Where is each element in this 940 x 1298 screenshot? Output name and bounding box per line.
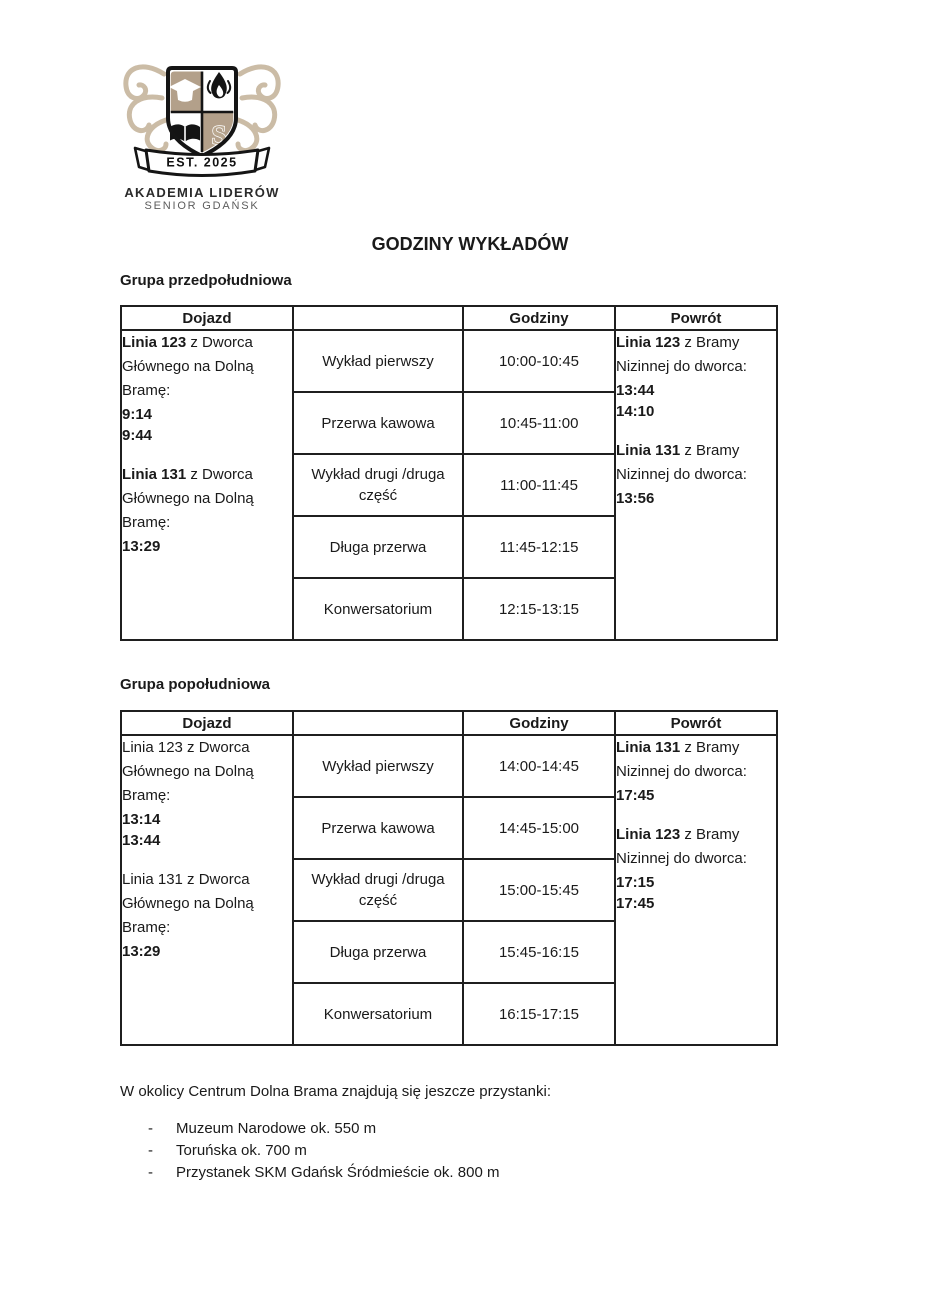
column-header-activity bbox=[293, 306, 463, 330]
column-header-powrot: Powrót bbox=[615, 306, 777, 330]
table-header-row bbox=[121, 711, 777, 735]
time-cell: 10:45-11:00 bbox=[463, 392, 615, 454]
shield-icon bbox=[166, 66, 238, 158]
list-item-text: Przystanek SKM Gdańsk Śródmieście ok. 800 m bbox=[176, 1163, 500, 1181]
table-row bbox=[121, 330, 777, 392]
list-item bbox=[148, 1117, 499, 1139]
bus-line-info: Linia 123 z Bramy Nizinnej do dworca: bbox=[616, 826, 747, 867]
table-row bbox=[121, 735, 777, 797]
list-item bbox=[148, 1161, 499, 1183]
time-cell: 11:45-12:15 bbox=[463, 516, 615, 578]
nearby-stops-list bbox=[148, 1117, 499, 1183]
bus-line-info: Linia 131 z Bramy Nizinnej do dworca: bbox=[616, 442, 747, 483]
activity-cell: Przerwa kawowa bbox=[293, 797, 463, 859]
bus-line-info: Linia 123 z Bramy Nizinnej do dworca: bbox=[616, 334, 747, 375]
flourish-left-icon bbox=[126, 67, 166, 151]
page-title: GODZINY WYKŁADÓW bbox=[371, 234, 569, 254]
powrot-cell bbox=[615, 735, 777, 1045]
list-item bbox=[148, 1139, 499, 1161]
departure-time: 9:14 bbox=[122, 406, 153, 423]
dojazd-cell bbox=[121, 330, 293, 640]
activity-cell: Przerwa kawowa bbox=[293, 392, 463, 454]
crest-logo-icon bbox=[112, 54, 292, 178]
return-time: 13:44 bbox=[616, 382, 655, 399]
spacer bbox=[122, 446, 292, 463]
morning-schedule-table bbox=[120, 305, 778, 641]
return-time: 17:45 bbox=[616, 895, 655, 912]
return-time: 17:45 bbox=[616, 787, 655, 804]
afternoon-schedule-table bbox=[120, 710, 778, 1046]
departure-time: 13:14 bbox=[122, 811, 161, 828]
dojazd-cell bbox=[121, 735, 293, 1045]
column-header-dojazd: Dojazd bbox=[121, 711, 293, 735]
time-cell: 11:00-11:45 bbox=[463, 454, 615, 516]
time-cell: 10:00-10:45 bbox=[463, 330, 615, 392]
bullet-marker: - bbox=[148, 1119, 153, 1137]
flourish-right-icon bbox=[238, 67, 278, 151]
column-header-powrot: Powrót bbox=[615, 711, 777, 735]
activity-cell: Długa przerwa bbox=[293, 921, 463, 983]
activity-cell: Wykład drugi /druga część bbox=[293, 859, 463, 921]
time-cell: 12:15-13:15 bbox=[463, 578, 615, 640]
activity-cell: Wykład pierwszy bbox=[293, 735, 463, 797]
activity-cell: Konwersatorium bbox=[293, 578, 463, 640]
spacer bbox=[122, 851, 292, 868]
est-banner-label: EST. 2025 bbox=[166, 155, 238, 170]
section-heading-afternoon-group: Grupa popołudniowa bbox=[120, 676, 270, 693]
column-header-dojazd: Dojazd bbox=[121, 306, 293, 330]
logo-name: AKADEMIA LIDERÓW bbox=[124, 185, 280, 200]
bus-line-info: Linia 131 z Bramy Nizinnej do dworca: bbox=[616, 739, 747, 780]
bus-line-info: Linia 131 z Dworca Głównego na Dolną Bramę: bbox=[122, 466, 254, 531]
list-item-text: Toruńska ok. 700 m bbox=[176, 1141, 307, 1159]
time-cell: 15:45-16:15 bbox=[463, 921, 615, 983]
return-time: 17:15 bbox=[616, 874, 655, 891]
column-header-activity bbox=[293, 711, 463, 735]
section-heading-morning-group: Grupa przedpołudniowa bbox=[120, 272, 292, 289]
monogram: S bbox=[211, 120, 227, 150]
activity-cell: Wykład drugi /druga część bbox=[293, 454, 463, 516]
logo bbox=[112, 54, 292, 212]
spacer bbox=[616, 806, 776, 823]
departure-time: 13:29 bbox=[122, 943, 161, 960]
return-time: 14:10 bbox=[616, 403, 655, 420]
bullet-marker: - bbox=[148, 1163, 153, 1181]
table-header-row bbox=[121, 306, 777, 330]
spacer bbox=[616, 422, 776, 439]
logo-subtitle: SENIOR GDAŃSK bbox=[144, 200, 260, 212]
departure-time: 13:44 bbox=[122, 832, 161, 849]
bus-line-info: Linia 123 z Dworca Głównego na Dolną Bramę: bbox=[122, 334, 254, 399]
activity-cell: Wykład pierwszy bbox=[293, 330, 463, 392]
departure-time: 9:44 bbox=[122, 427, 153, 444]
time-cell: 14:45-15:00 bbox=[463, 797, 615, 859]
activity-cell: Konwersatorium bbox=[293, 983, 463, 1045]
activity-cell: Długa przerwa bbox=[293, 516, 463, 578]
column-header-godziny: Godziny bbox=[463, 711, 615, 735]
bus-line-info: Linia 131 z Dworca Głównego na Dolną Bramę: bbox=[122, 871, 254, 936]
time-cell: 16:15-17:15 bbox=[463, 983, 615, 1045]
footer-intro: W okolicy Centrum Dolna Brama znajdują się jeszcze przystanki: bbox=[120, 1083, 551, 1100]
departure-time: 13:29 bbox=[122, 538, 161, 555]
time-cell: 15:00-15:45 bbox=[463, 859, 615, 921]
list-item-text: Muzeum Narodowe ok. 550 m bbox=[176, 1119, 377, 1137]
bus-line-info: Linia 123 z Dworca Głównego na Dolną Bramę: bbox=[122, 739, 254, 804]
return-time: 13:56 bbox=[616, 490, 655, 507]
column-header-godziny: Godziny bbox=[463, 306, 615, 330]
powrot-cell bbox=[615, 330, 777, 640]
bullet-marker: - bbox=[148, 1141, 153, 1159]
time-cell: 14:00-14:45 bbox=[463, 735, 615, 797]
